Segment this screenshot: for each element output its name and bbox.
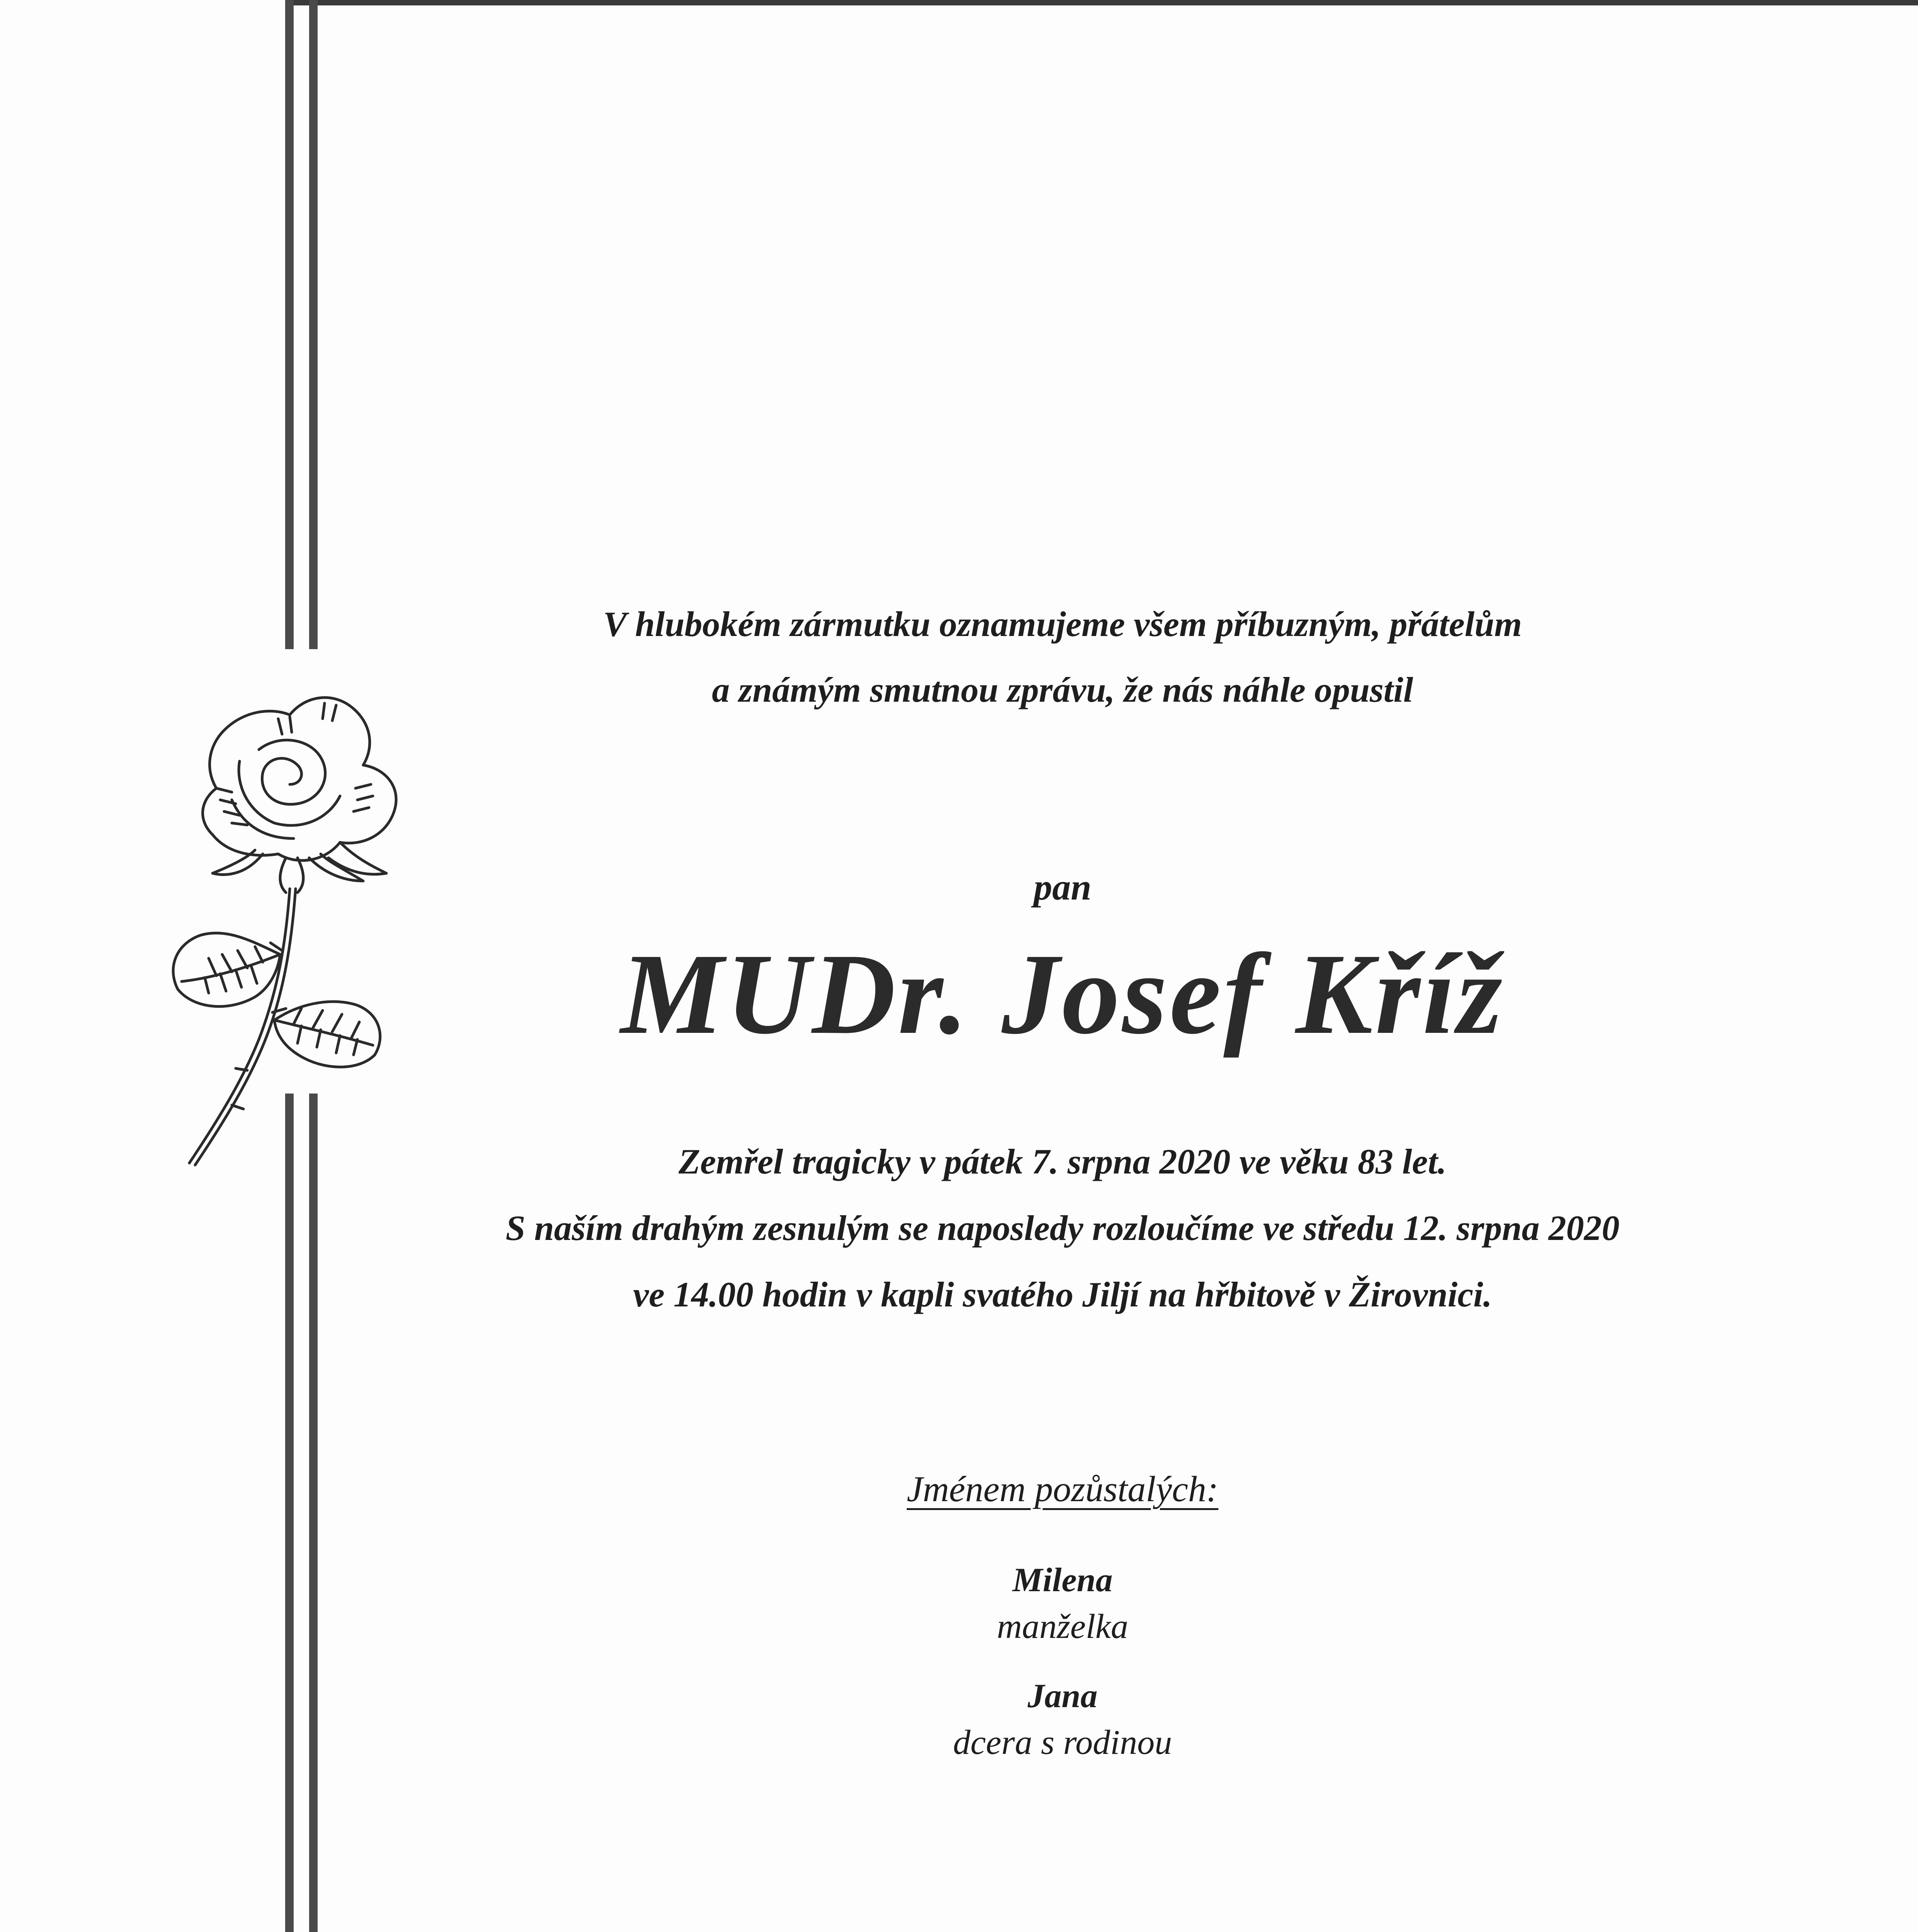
mourner-entry: [386, 1557, 1739, 1650]
mourner-name: Jana: [1027, 1677, 1098, 1715]
title-prefix: pan: [1034, 866, 1092, 908]
funeral-line: ve 14.00 hodin v kapli svatého Jiljí na hřbitově v Žirovnici.: [633, 1275, 1492, 1314]
mourner-entry: [386, 1673, 1739, 1766]
death-details: [328, 1128, 1797, 1328]
left-border-line: [285, 1094, 294, 1932]
mourners-heading: Jménem pozůstalých:: [906, 1469, 1219, 1509]
left-border-line: [309, 1094, 318, 1932]
mourner-relation: manželka: [997, 1607, 1128, 1646]
left-border-line: [309, 0, 318, 649]
deceased-name: MUDr. Josef Kříž: [621, 930, 1505, 1058]
mourner-relation: dcera s rodinou: [953, 1723, 1172, 1762]
death-line: Zemřel tragicky v pátek 7. srpna 2020 ve věku 83 let.: [678, 1142, 1447, 1181]
top-border-line: [294, 0, 1918, 5]
left-border-line: [285, 0, 294, 649]
funeral-line: S naším drahým zesnulým se naposledy rozloučíme ve středu 12. srpna 2020: [505, 1208, 1620, 1248]
intro-text: [386, 591, 1739, 723]
intro-line: a známým smutnou zprávu, že nás náhle opustil: [712, 670, 1413, 709]
intro-line: V hlubokém zármutku oznamujeme všem příbuzným, přátelům: [603, 604, 1522, 644]
rose-icon: [162, 672, 440, 1175]
mourner-name: Milena: [1012, 1561, 1113, 1599]
